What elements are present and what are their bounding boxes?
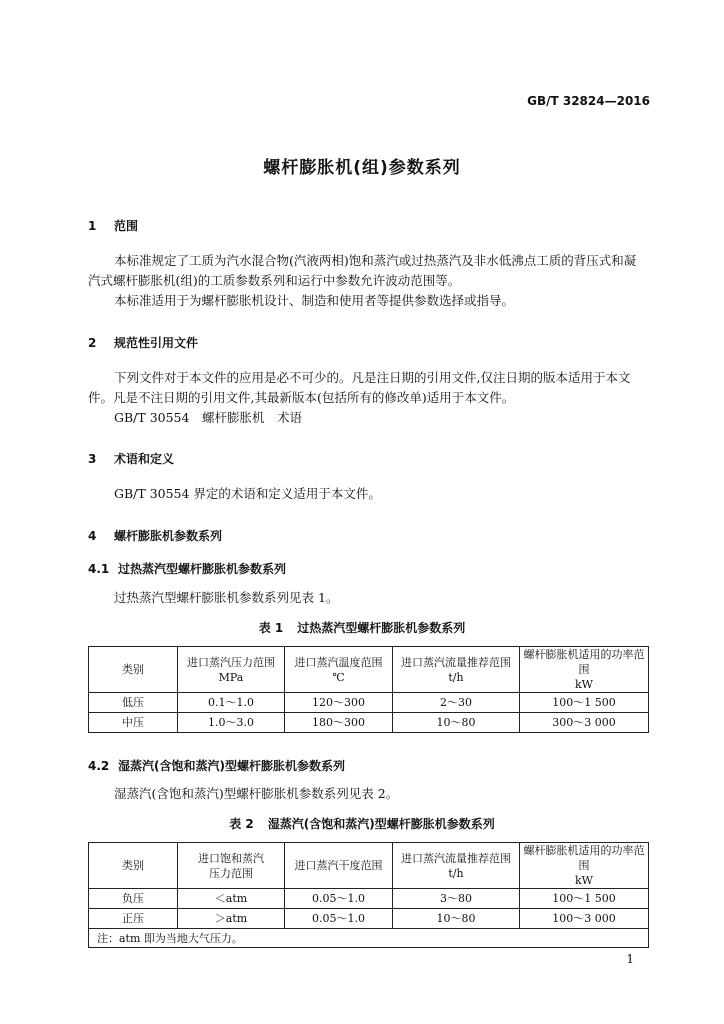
section-title: 范围: [114, 219, 139, 233]
paragraph-line: 本标准规定了工质为汽水混合物(汽液两相)饱和蒸汽或过热蒸汽及非水低沸点工质的背压式和凝: [114, 253, 637, 268]
table-2: [88, 842, 649, 948]
table-cell: 180～300: [285, 713, 393, 733]
section-4-2-body: [88, 784, 648, 804]
section-1-body: [88, 251, 648, 311]
table-cell: 负压: [89, 889, 178, 909]
section-title: 湿蒸汽(含饱和蒸汽)型螺杆膨胀机参数系列: [118, 759, 345, 773]
table-header-row: [89, 647, 649, 693]
standard-code: GB/T 32824—2016: [527, 94, 650, 108]
table-header-row: [89, 843, 649, 889]
header-cell: [520, 647, 649, 693]
section-4-2-heading: [88, 757, 345, 774]
reference-item: GB/T 30554 螺杆膨胀机 术语: [114, 410, 302, 425]
header-text: 螺杆膨胀机适用的功率范围: [523, 648, 645, 676]
section-number: 4.1: [88, 562, 110, 576]
header-cell: [285, 843, 393, 889]
table-cell: 1.0～3.0: [178, 713, 285, 733]
table-cell: 3～80: [393, 889, 520, 909]
table-cell: 100～1 500: [520, 889, 649, 909]
table-cell: 正压: [89, 909, 178, 929]
header-cell: [178, 843, 285, 889]
header-cell: [393, 843, 520, 889]
table-1: [88, 646, 649, 733]
header-unit: ℃: [332, 670, 345, 684]
header-unit: kW: [575, 678, 593, 691]
section-3-heading: [88, 450, 174, 467]
table-note: 注：atm 即为当地大气压力。: [89, 929, 649, 948]
caption-number: 表 2: [229, 817, 254, 831]
header-text: 进口蒸汽干度范围: [294, 859, 383, 872]
header-text: 进口饱和蒸汽: [198, 851, 264, 865]
header-cell: [178, 647, 285, 693]
table-cell: 10～80: [393, 713, 520, 733]
table-cell: 2～30: [393, 693, 520, 713]
table-cell: 120～300: [285, 693, 393, 713]
header-unit: kW: [575, 874, 593, 887]
table-row: [89, 713, 649, 733]
table-cell: 300～3 000: [520, 713, 649, 733]
table-row: [89, 909, 649, 929]
table-cell: 0.05～1.0: [285, 889, 393, 909]
header-cell: [520, 843, 649, 889]
table-1-caption: [0, 619, 724, 636]
paragraph: 本标准适用于为螺杆膨胀机设计、制造和使用者等提供参数选择或指导。: [114, 293, 515, 308]
header-text: 压力范围: [209, 866, 253, 880]
paragraph: 湿蒸汽(含饱和蒸汽)型螺杆膨胀机参数系列见表 2。: [114, 786, 399, 801]
paragraph-line: 汽式螺杆膨胀机(组)的工质参数系列和运行中参数允许波动范围等。: [88, 273, 461, 288]
page-number: 1: [626, 952, 634, 966]
table-cell: 0.1～1.0: [178, 693, 285, 713]
section-title: 术语和定义: [114, 452, 175, 466]
section-title: 规范性引用文件: [114, 336, 199, 350]
paragraph-line: 下列文件对于本文件的应用是必不可少的。凡是注日期的引用文件,仅注日期的版本适用于本文: [114, 370, 631, 385]
section-4-1-heading: [88, 560, 286, 577]
caption-text: 过热蒸汽型螺杆膨胀机参数系列: [297, 621, 466, 635]
header-unit: t/h: [448, 670, 464, 684]
table-cell: 100～3 000: [520, 909, 649, 929]
section-number: 4: [88, 529, 97, 543]
section-4-heading: [88, 527, 222, 544]
table-cell: 0.05～1.0: [285, 909, 393, 929]
table-cell: ＞atm: [178, 909, 285, 929]
section-title: 过热蒸汽型螺杆膨胀机参数系列: [118, 562, 287, 576]
section-1-heading: [88, 217, 138, 234]
section-2-body: [88, 368, 648, 428]
header-cell: [393, 647, 520, 693]
header-text: 进口蒸汽温度范围: [294, 655, 383, 669]
table-cell: 10～80: [393, 909, 520, 929]
table-cell: 低压: [89, 693, 178, 713]
caption-text: 湿蒸汽(含饱和蒸汽)型螺杆膨胀机参数系列: [267, 817, 495, 831]
header-cell: [285, 647, 393, 693]
table-cell: ＜atm: [178, 889, 285, 909]
section-2-heading: [88, 334, 198, 351]
document-title: 螺杆膨胀机(组)参数系列: [263, 158, 461, 178]
header-text: 进口蒸汽压力范围: [187, 655, 275, 669]
section-4-1-body: [88, 588, 648, 608]
table-note-row: [89, 929, 649, 948]
section-number: 1: [88, 219, 97, 233]
section-number: 3: [88, 452, 97, 466]
header-cell: 类别: [89, 843, 178, 889]
header-text: 进口蒸汽流量推荐范围: [401, 851, 511, 865]
header-unit: MPa: [218, 670, 244, 684]
paragraph: 过热蒸汽型螺杆膨胀机参数系列见表 1。: [114, 590, 339, 605]
header-text: 进口蒸汽流量推荐范围: [401, 655, 511, 669]
table-row: [89, 889, 649, 909]
header-cell: 类别: [89, 647, 178, 693]
table-2-caption: [0, 815, 724, 832]
table-row: [89, 693, 649, 713]
header-text: 螺杆膨胀机适用的功率范围: [523, 844, 645, 872]
header-unit: t/h: [448, 866, 464, 880]
section-3-body: [88, 484, 648, 504]
paragraph: GB/T 30554 界定的术语和定义适用于本文件。: [114, 486, 381, 501]
table-cell: 中压: [89, 713, 178, 733]
section-number: 2: [88, 336, 97, 350]
section-title: 螺杆膨胀机参数系列: [114, 529, 223, 543]
caption-number: 表 1: [258, 621, 284, 635]
table-cell: 100～1 500: [520, 693, 649, 713]
section-number: 4.2: [88, 759, 110, 773]
paragraph-line: 件。凡是不注日期的引用文件,其最新版本(包括所有的修改单)适用于本文件。: [88, 390, 515, 405]
